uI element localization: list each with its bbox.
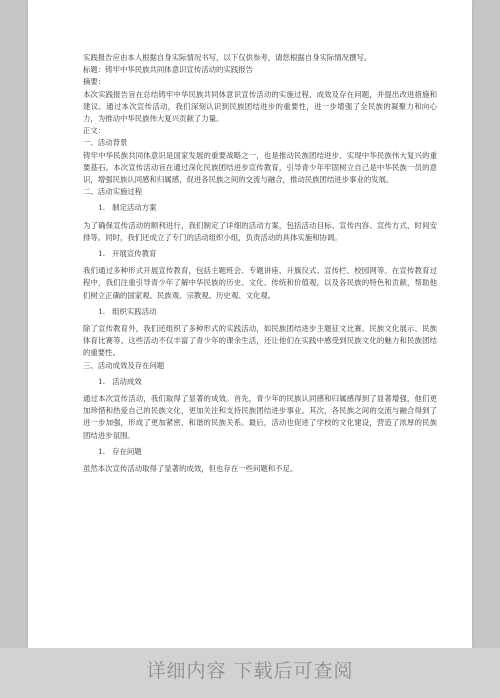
subheading-title: 活动成效 (112, 376, 142, 386)
paragraph-outcomes: 通过本次宣传活动，我们取得了显著的成效。首先，青少年的民族认同感和归属感得到了显著增强，他们更加珍惜和热爱自己的民族文化，更加关注和支持民族团结进步事业。其次，各民族之间的交流与融合得到了进一步加强，形成了更加紧密、和谐的民族关系。最后，活动也促进了学校的文化建设，营造了浓厚的民族团结进步氛围。 (83, 394, 437, 440)
notice-text: 实践报告应由本人根据自身实际情况书写，以下仅供参考，请您根据自身实际情况撰写。 (83, 53, 372, 62)
section-heading-results: 三、活动成效及存在问题 (83, 360, 165, 370)
subheading-education (83, 248, 437, 260)
section-paragraph-background: 铸牢中华民族共同体意识是国家发展的重要战略之一，也是推动民族团结进步、实现中华民族伟大复兴的重要基石。本次宣传活动旨在通过深化民族团结进步宣传教育，引导青少年牢固树立自己是中华民族一员的意识，增强民族认同感和归属感，促进各民族之间的交流与融合，推动民族团结进步事业的发展。 (83, 150, 437, 185)
paragraph-practice: 除了宣传教育外，我们还组织了多种形式的实践活动，如民族团结进步主题征文比赛、民族文化展示、民族体育比赛等。这些活动不仅丰富了青少年的课余生活，还让他们在实践中感受到民族文化的魅力和民族团结的重要性。 (83, 324, 437, 358)
list-number: 1. (98, 249, 106, 259)
subheading-outcomes (83, 376, 437, 388)
section-heading-background: 一、活动背景 (83, 138, 128, 148)
paragraph-plan: 为了确保宣传活动的顺利进行，我们制定了详细的活动方案，包括活动目标、宣传内容、宣传方式、时间安排等。同时，我们还成立了专门的活动组织小组，负责活动的具体实施和协调。 (83, 220, 437, 242)
subheading-plan (83, 202, 437, 214)
section-heading-implementation: 二、活动实施过程 (83, 187, 143, 197)
document-title: 标题：铸牢中华民族共同体意识宣传活动的实践报告 (83, 65, 253, 75)
list-number: 1. (98, 446, 106, 456)
paragraph-education: 我们通过多种形式开展宣传教育，包括主题班会、专题讲座、升旗仪式、宣传栏、校园网等。在宣传教育过程中，我们注重引导青少年了解中华民族的历史、文化、传统和价值观，以及各民族的特色和贡献，帮助他们树立正确的国家观、民族观、宗教观、历史观、文化观。 (83, 266, 437, 300)
paragraph-problems: 虽然本次宣传活动取得了显著的成效，但也存在一些问题和不足。 (83, 464, 298, 474)
subheading-title: 存在问题 (112, 446, 142, 456)
document-page (28, 0, 472, 648)
abstract-heading: 摘要： (83, 77, 106, 87)
list-number: 1. (98, 203, 106, 213)
download-prompt[interactable]: 详细内容 下载后可查阅 (146, 660, 354, 682)
subheading-title: 开展宣传教育 (112, 249, 157, 259)
subheading-title: 组织实践活动 (112, 306, 157, 316)
body-heading: 正文： (83, 126, 106, 136)
document-content (83, 52, 437, 475)
subheading-practice (83, 306, 437, 318)
list-number: 1. (98, 306, 106, 316)
subheading-title: 制定活动方案 (112, 203, 157, 213)
list-number: 1. (98, 376, 106, 386)
subheading-problems (83, 446, 437, 458)
abstract-text: 本次实践报告旨在总结铸牢中华民族共同体意识宣传活动的实施过程、成效及存在问题，并提出改进措施和建议。通过本次宣传活动，我们深刻认识到民族团结进步的重要性，进一步增强了全民族的凝聚力和向心力，为推动中华民族伟大复兴贡献了力量。 (83, 89, 437, 124)
